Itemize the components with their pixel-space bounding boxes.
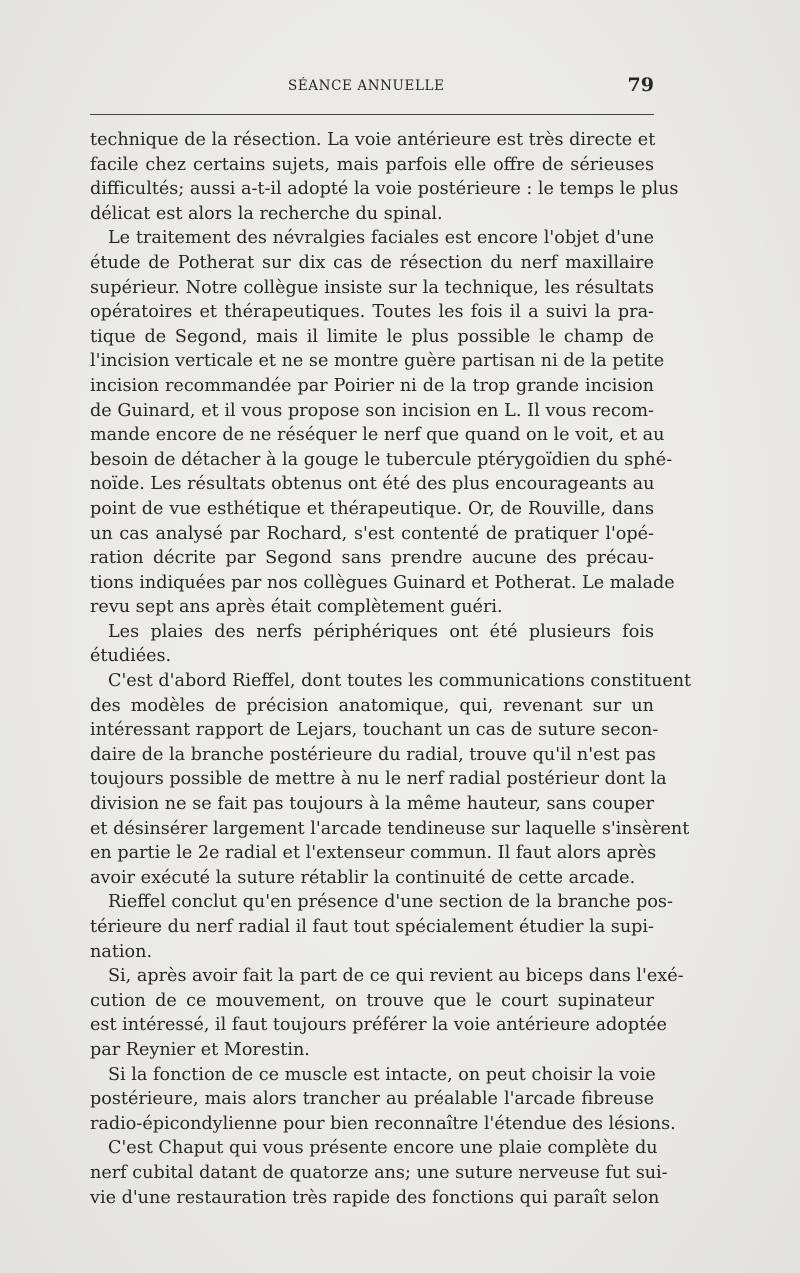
text-line: en partie le 2e radial et l'extenseur commun. Il faut alors après	[90, 843, 657, 864]
text-line: térieure du nerf radial il faut tout spécialement étudier la supi-	[90, 917, 654, 937]
text-line: tions indiquées par nos collègues Guinard et Potherat. Le malade	[90, 572, 675, 593]
text-line: un cas analysé par Rochard, s'est contenté de pratiquer l'opé-	[90, 523, 654, 544]
text-line: est intéressé, il faut toujours préférer la voie antérieure adoptée	[90, 1015, 667, 1036]
text-line: mande encore de ne réséquer le nerf que quand on le voit, et au	[90, 425, 665, 446]
body-text	[90, 128, 692, 1210]
page-header	[90, 76, 654, 102]
text-line: étude de Potherat sur dix cas de résection du nerf maxillaire	[90, 252, 654, 273]
text-line: revu sept ans après était complètement guéri.	[90, 597, 503, 618]
running-head: SÉANCE ANNUELLE	[288, 78, 445, 94]
text-line: cution de ce mouvement, on trouve que le court supinateur	[90, 990, 654, 1011]
text-line: besoin de détacher à la gouge le tubercule ptérygoïdien du sphé-	[90, 449, 673, 470]
text-line: et désinsérer largement l'arcade tendineuse sur laquelle s'insèrent	[90, 818, 690, 839]
text-line: noïde. Les résultats obtenus ont été des plus encourageants au	[90, 474, 655, 495]
text-line: intéressant rapport de Lejars, touchant un cas de suture secon-	[90, 720, 659, 741]
text-line: nerf cubital datant de quatorze ans; une suture nerveuse fut sui-	[90, 1162, 668, 1183]
text-line: étudiées.	[90, 646, 172, 667]
text-line: postérieure, mais alors trancher au préalable l'arcade fibreuse	[90, 1089, 654, 1110]
text-line: délicat est alors la recherche du spinal.	[90, 203, 443, 224]
text-line: de Guinard, et il vous propose son incision en L. Il vous recom-	[90, 400, 654, 421]
text-line: toujours possible de mettre à nu le nerf radial postérieur dont la	[90, 769, 667, 790]
text-line: nation.	[90, 941, 153, 962]
text-line: l'incision verticale et ne se montre guère partisan ni de la petite	[90, 351, 665, 372]
header-rule	[90, 114, 654, 115]
text-line: incision recommandée par Poirier ni de la trop grande incision	[90, 375, 654, 396]
text-line: daire de la branche postérieure du radial, trouve qu'il n'est pas	[90, 744, 656, 765]
text-line: vie d'une restauration très rapide des fonctions qui paraît selon	[90, 1187, 660, 1208]
text-line: des modèles de précision anatomique, qui, revenant sur un	[90, 695, 654, 716]
text-line: facile chez certains sujets, mais parfois elle offre de sérieuses	[90, 154, 654, 175]
text-line: Si, après avoir fait la part de ce qui revient au biceps dans l'exé-	[108, 966, 684, 987]
text-line: avoir exécuté la suture rétablir la continuité de cette arcade.	[90, 867, 636, 888]
text-line: opératoires et thérapeutiques. Toutes les fois il a suivi la pra-	[90, 302, 654, 323]
text-line: difficultés; aussi a-t-il adopté la voie postérieure : le temps le plus	[90, 179, 679, 200]
text-line: supérieur. Notre collègue insiste sur la technique, les résultats	[90, 277, 654, 298]
text-line: Les plaies des nerfs périphériques ont été plusieurs fois	[108, 621, 654, 642]
text-line: par Reynier et Morestin.	[90, 1039, 310, 1060]
text-line: ration décrite par Segond sans prendre aucune des précau-	[90, 548, 654, 569]
text-line: C'est d'abord Rieffel, dont toutes les communications constituent	[108, 671, 692, 692]
text-line: Si la fonction de ce muscle est intacte, on peut choisir la voie	[108, 1064, 656, 1085]
text-line: Le traitement des névralgies faciales est encore l'objet d'une	[108, 228, 654, 249]
text-line: radio-épicondylienne pour bien reconnaître l'étendue des lésions.	[90, 1113, 676, 1134]
text-line: C'est Chaput qui vous présente encore une plaie complète du	[108, 1138, 658, 1159]
text-line: division ne se fait pas toujours à la même hauteur, sans couper	[90, 794, 654, 815]
text-line: point de vue esthétique et thérapeutique. Or, de Rouville, dans	[90, 498, 654, 519]
text-line: technique de la résection. La voie antérieure est très directe et	[90, 130, 656, 150]
text-line: Rieffel conclut qu'en présence d'une section de la branche pos-	[108, 892, 673, 913]
text-line: tique de Segond, mais il limite le plus possible le champ de	[90, 326, 654, 347]
page-number: 79	[627, 74, 654, 96]
